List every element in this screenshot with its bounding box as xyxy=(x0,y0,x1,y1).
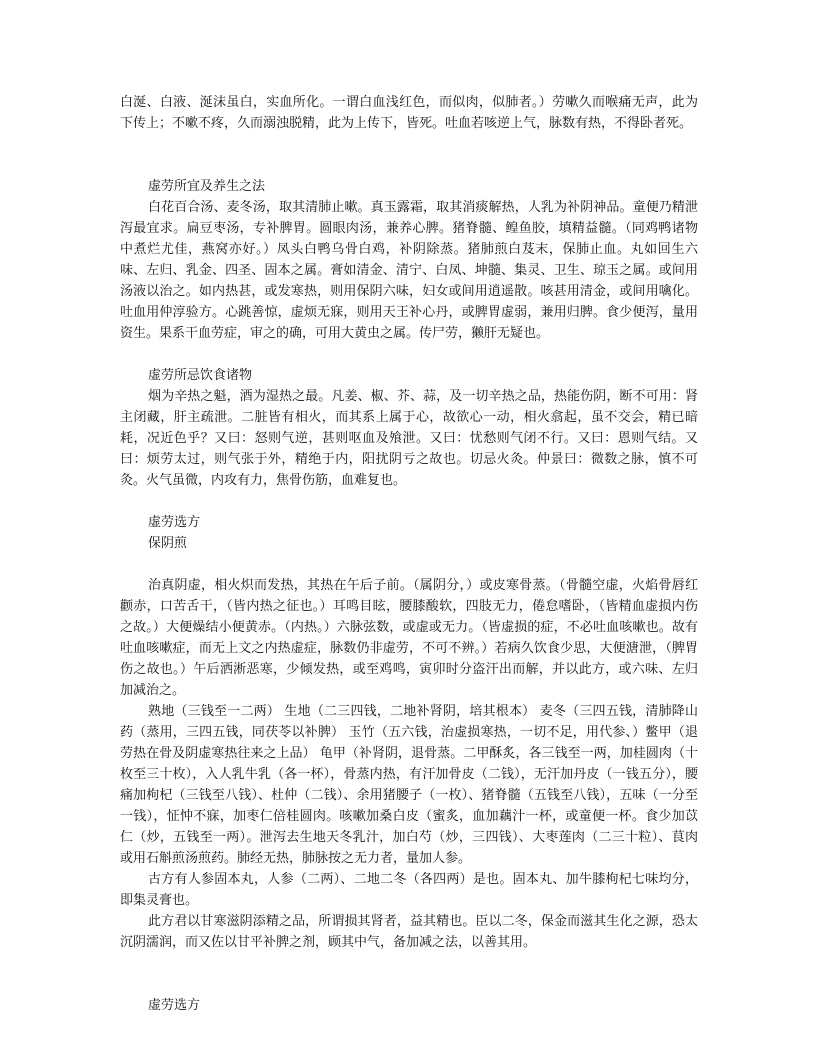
document-page xyxy=(120,92,698,1016)
section-heading-suitable-foods: 虚劳所宜及养生之法 xyxy=(148,179,266,194)
section-heading-selected-prescriptions: 虚劳选方 xyxy=(148,515,201,530)
paragraph-formula-rationale: 此方君以甘寒滋阴添精之品，所谓损其肾者，益其精也。臣以二冬，保金而滋其生化之源，恐太沉阴濡润，而又佐以甘平补脾之剂，顾其中气，备加减之法，以善其用。 xyxy=(120,914,698,950)
paragraph-suitable-foods: 白花百合汤、麦冬汤，取其清肺止嗽。真玉露霜，取其消痰解热，人乳为补阴神品。童便乃精泄泻最宜求。扁豆枣汤，专补脾胃。圆眼肉汤，兼养心脾。猪脊髓、鳇鱼胶，填精益髓。（同鸡鸭诸物中煮烂尤佳，燕窝亦好。）凤头白鸭乌骨白鸡，补阴除蒸。猪肺煎白芨末，保肺止血。丸如回生六味、左归、乳金、四圣、固本之属。膏如清金、清宁、白凤、坤髓、集灵、卫生、琼玉之属。或间用汤液以治之。如内热甚，或发寒热，则用保阴六味，妇女或间用逍遥散。咳甚用清金，或间用噙化。吐血用仲淳验方。心跳善惊，虚烦无寐，则用天王补心丹，或脾胃虚弱，兼用归脾。食少便泻，量用资生。果系干血劳症，审之的确，可用大黄虫之属。传尸劳，獭肝无疑也。 xyxy=(120,200,698,341)
paragraph-forbidden-foods: 烟为辛热之魁，酒为湿热之最。凡姜、椒、芥、蒜，及一切辛热之品，热能伤阴，断不可用：肾主闭藏，肝主疏泄。二脏皆有相火，而其系上属于心，故欲心一动，相火翕起，虽不交会，精已暗耗，况近色乎？又曰：怒则气逆，甚则呕血及飧泄。又曰：忧愁则气闭不行。又曰：恩则气结。又曰：烦劳太过，则气张于外，精绝于内，阳扰阴亏之故也。切忌火灸。仲景曰：微数之脉，慎不可灸。火气虽微，内攻有力，焦骨伤筋，血难复也。 xyxy=(120,389,698,488)
section-heading-selected-prescriptions-2: 虚劳选方 xyxy=(148,998,201,1013)
paragraph-indications: 治真阴虚，相火炽而发热，其热在午后子前。（属阴分，）或皮寒骨蒸。（骨髓空虚，火焰骨唇红颧赤，口苦舌干，（皆内热之征也。）耳鸣目眩，腰膝酸软，四肢无力，倦怠嗜卧，（皆精血虚损内伤之故。）大便燥结小便黄赤。（内热。）六脉弦数，或虚或无力。（皆虚损的症，不必吐血咳嗽也。故有吐血咳嗽症，而无上文之内热虚症，脉数仍非虚劳，不可不辨。）若病久饮食少思，大便溏泄，（脾胃伤之故也。）午后洒淅恶寒，少倾发热，或至鸡鸣，寅卯时分盗汗出而解，并以此方，或六味、左归加减治之。 xyxy=(120,578,698,698)
paragraph-ingredients: 熟地（三钱至一二两） 生地（二三四钱，二地补肾阴，培其根本） 麦冬（三四五钱，清肺降山药（蒸用，三四五钱，同茯苓以补脾） 玉竹（五六钱，治虚损寒热，一切不足，用代参、）鳖甲（退劳热在骨及阴虚寒热往来之上品） 龟甲（补肾阴，退骨蒸。二甲酥炙，各三钱至一两，加桂圆肉（十枚至三十枚），入人乳牛乳（各一杯），骨蒸内热，有汗加骨皮（二钱），无汗加丹皮（一钱五分），腰痛加枸杞（三钱至八钱）、杜仲（二钱）、余用猪腰子（一枚）、猪脊髓（五钱至八钱），五味（一分至一钱），怔忡不寐，加枣仁倍桂圆肉。咳嗽加桑白皮（蜜炙，血加藕汁一杯，或童便一杯。食少加苡仁（炒，五钱至一两）。泄泻去生地天冬乳汁，加白芍（炒，三四钱）、大枣莲肉（二三十粒）、茛肉或用石斛煎汤煎药。肺经无热，肺脉按之无力者，量加人参。 xyxy=(120,704,698,866)
section-heading-forbidden-foods: 虚劳所忌饮食诸物 xyxy=(148,368,253,383)
prescription-title-baoyin-jian: 保阴煎 xyxy=(148,536,188,551)
paragraph-ancient-formula: 古方有人参固本丸，人参（二两）、二地二冬（各四两）是也。固本丸、加牛膝枸杞七味均分，即集灵膏也。 xyxy=(120,872,698,908)
paragraph-blood-signs: 白涎、白液、涎沫虽白，实血所化。一谓白血浅红色，而似肉，似肺者。）劳嗽久而喉痛无声，此为下传上；不嗽不疼，久而溺浊脱精，此为上传下，皆死。吐血若咳逆上气，脉数有热，不得卧者死。 xyxy=(120,95,698,131)
